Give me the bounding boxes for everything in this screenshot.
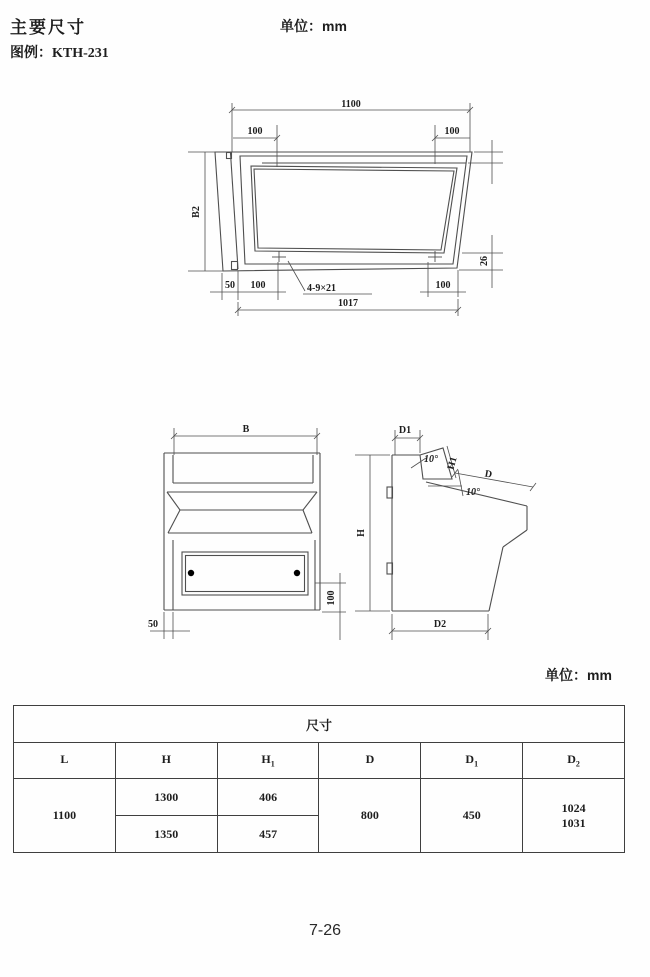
cell-d2 [523,779,625,853]
side-view-dimensions [355,430,536,640]
top-view-labels [191,99,490,309]
side-view [387,448,527,611]
top-view [215,152,472,271]
col-header-l: L [14,743,116,779]
front-view-labels [148,424,337,630]
cell-d1: 450 [421,779,523,853]
panel-knob-left [188,570,194,576]
dim-label-100-plinth: 100 [326,590,337,606]
front-panel-inner [186,556,305,592]
dim-label-100-top-left: 100 [247,126,263,137]
dim-label-50-plinth: 50 [148,619,158,630]
model-legend: 图例：KTH-231 [10,46,109,61]
cell-d2-value-2: 1031 [561,815,586,830]
col-header-h: H [115,743,217,779]
unit-note-table: 单位：mm [545,667,612,683]
page-number: 7-26 [308,922,342,939]
cell-h1-1: 406 [217,779,319,816]
dimensions-table [13,705,625,853]
angle-label-screen: 10° [424,454,438,465]
dim-label-d: D [483,468,493,481]
dim-label-1017: 1017 [338,298,358,309]
top-view-notch-bottom [232,262,238,270]
dim-label-h: H [356,529,367,537]
dimension-drawing [0,90,650,650]
col-header-d1: $D_1$ [421,743,523,779]
dim-label-d2: D2 [433,619,447,630]
dim-label-h1: H1 [445,455,460,471]
table-header-row [14,743,625,779]
dim-label-100-bottom-left: 100 [250,280,266,291]
front-panel-outer [182,552,308,595]
col-header-d: D [319,743,421,779]
table-title-cell: 尺寸 [14,706,625,743]
top-view-strip-wall [231,153,239,269]
dim-label-100-top-right: 100 [444,126,460,137]
cell-h-2: 1350 [115,816,217,853]
cell-h1-2: 457 [217,816,319,853]
cell-h-1: 1300 [115,779,217,816]
col-header-d2: $D_2$ [523,743,625,779]
unit-note-top: 单位：mm [280,18,347,34]
dim-label-b2: B2 [191,206,202,218]
top-view-inset-inner [254,169,454,250]
cell-d: 800 [319,779,421,853]
dim-label-50-bottom: 50 [225,280,235,291]
cell-l: 1100 [14,779,116,853]
table-row [14,779,625,816]
dim-label-26: 26 [479,256,490,266]
angle-label-desk: 10° [466,487,480,498]
dim-label-1100: 1100 [341,99,361,110]
top-view-inset-outer [251,166,457,253]
page-title: 主要尺寸 [10,18,86,37]
dim-label-b: B [242,424,250,435]
dim-label-d1: D1 [398,425,412,436]
panel-knob-right [294,570,300,576]
front-view [164,453,320,610]
slot-callout-label: 4-9×21 [307,283,337,294]
table-title-row [14,706,625,743]
dim-label-100-bottom-right: 100 [435,280,451,291]
front-view-dimensions [150,428,346,640]
side-view-labels [356,425,493,630]
cell-d2-value-1: 1024 [561,800,586,815]
col-header-h1: $H_1$ [217,743,319,779]
